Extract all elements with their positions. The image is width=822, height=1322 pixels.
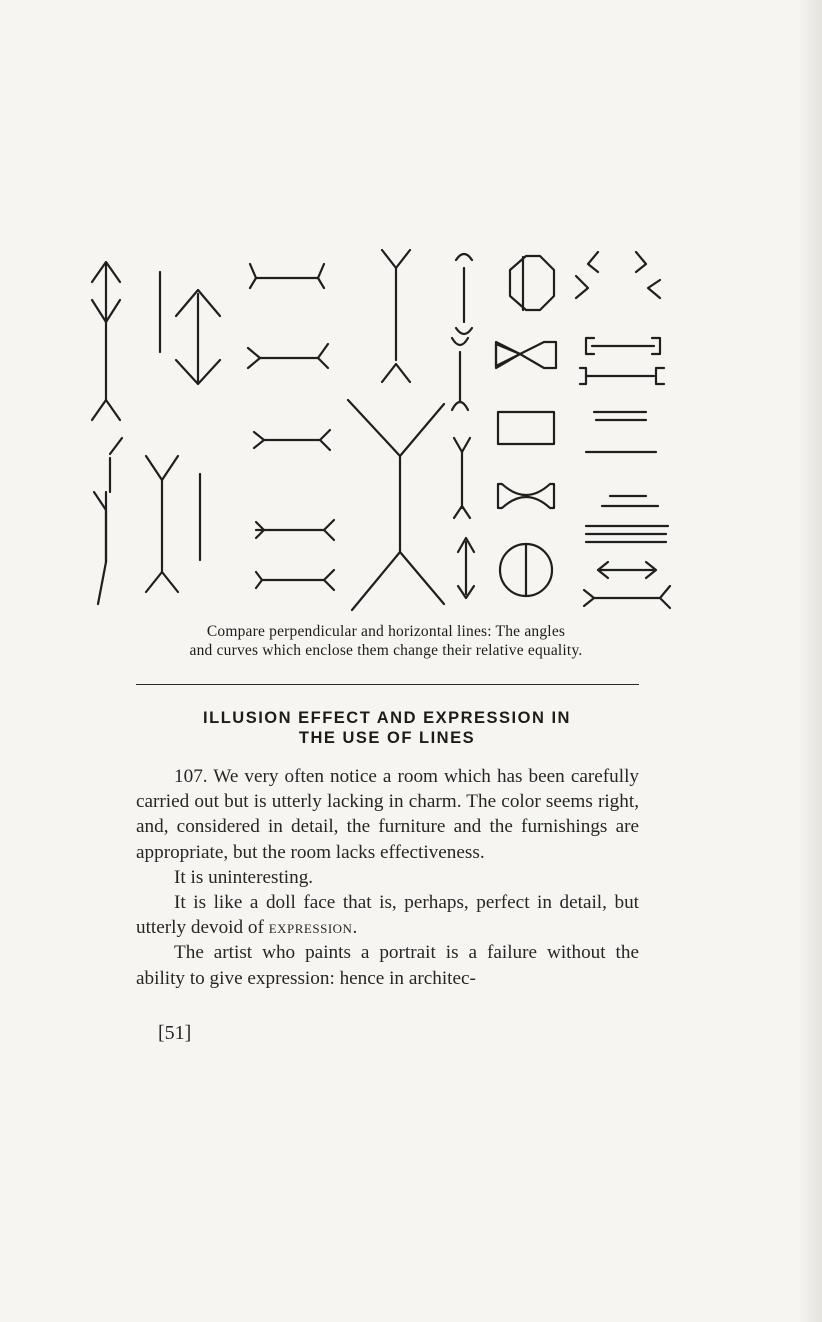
paragraph-doll-face bbox=[136, 890, 639, 940]
body-text bbox=[136, 764, 639, 991]
page-number: [51] bbox=[158, 1022, 192, 1044]
doll-face-period: . bbox=[352, 917, 358, 939]
paragraph-uninteresting: It is uninteresting. bbox=[174, 866, 314, 888]
illusion-col4 bbox=[348, 250, 444, 610]
paragraph-artist: The artist who paints a portrait is a failure without the ability to give expression: hence in architec- bbox=[136, 942, 639, 989]
illusion-col1-top bbox=[92, 262, 120, 420]
expression-smallcaps: expression bbox=[268, 917, 353, 939]
illusion-col5 bbox=[452, 254, 474, 598]
doll-face-text: It is like a doll face that is, perhaps, perfect in detail, but utterly devoid of bbox=[136, 892, 639, 939]
heading-line-1: ILLUSION EFFECT AND EXPRESSION IN bbox=[203, 709, 571, 727]
illusion-col6 bbox=[496, 256, 556, 596]
illusion-col1-bottom bbox=[94, 438, 122, 604]
optical-illusion-figure bbox=[80, 242, 680, 614]
heading-line-2: THE USE OF LINES bbox=[298, 729, 476, 747]
page-edge-shadow bbox=[798, 0, 822, 1322]
illusion-col3 bbox=[248, 264, 334, 590]
figure-caption bbox=[132, 622, 640, 660]
illusion-col7 bbox=[576, 252, 670, 608]
caption-line-1: Compare perpendicular and horizontal lines: The angles bbox=[206, 623, 566, 640]
illusion-col2-bottom bbox=[146, 456, 200, 592]
section-divider bbox=[136, 684, 639, 685]
illusion-col2-top bbox=[160, 272, 220, 384]
section-heading bbox=[132, 708, 642, 748]
caption-line-2: and curves which enclose them change their relative equality. bbox=[189, 642, 583, 659]
paragraph-107: 107. We very often notice a room which has been carefully carried out but is utterly lacking in charm. The color seems right, and, considered in detail, the furniture and the furnishings are appropriate, but the room lacks effectiveness. bbox=[136, 766, 639, 863]
illusion-diagrams bbox=[80, 242, 680, 614]
